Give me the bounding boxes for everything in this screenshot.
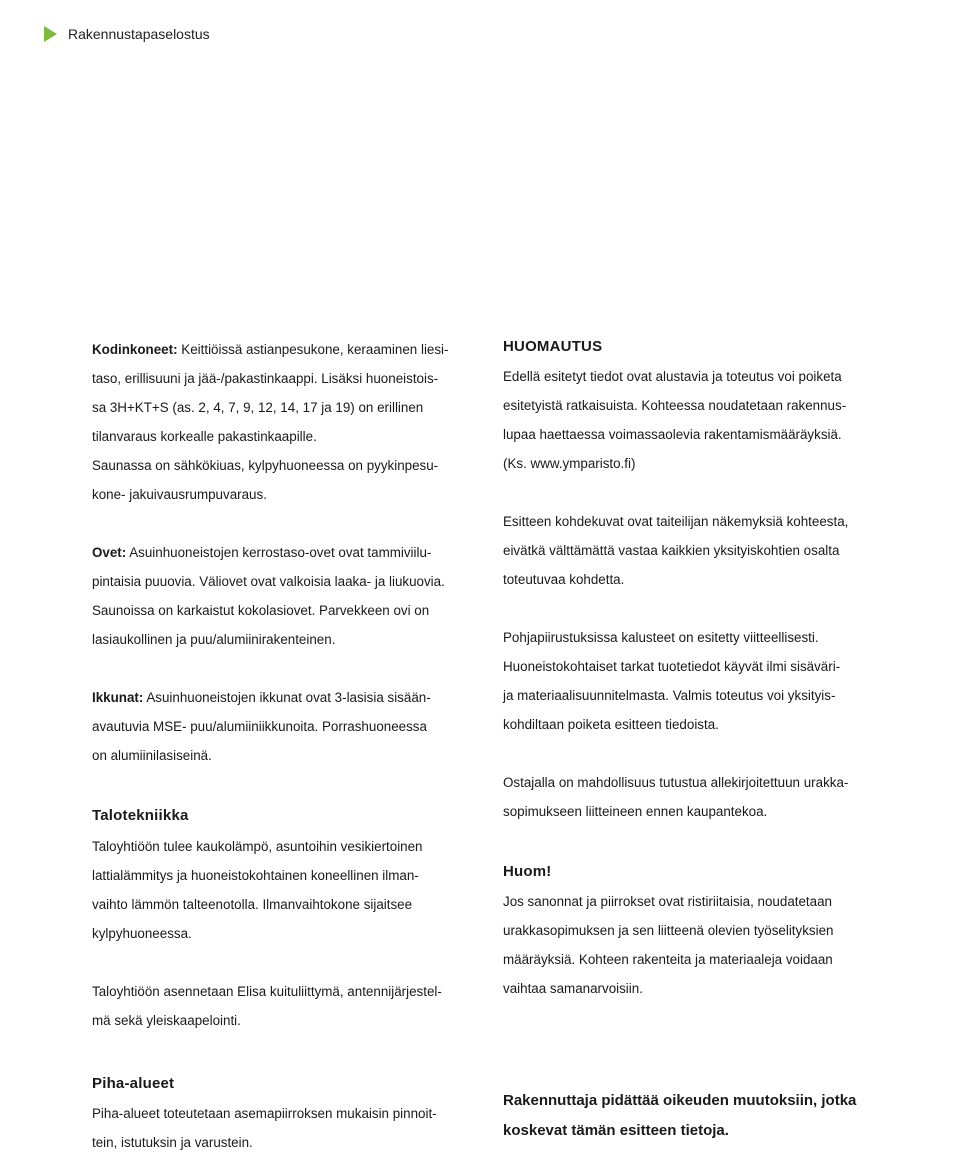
huomautus-heading: HUOMAUTUS: [503, 338, 603, 355]
talotekniikka-paragraph-2: Taloyhtiöön asennetaan Elisa kuituliittymä, antennijärjestel- mä sekä yleiskaapelointi.: [92, 984, 442, 1028]
kodinkoneet-text: Keittiöissä astianpesukone, keraaminen liesi- taso, erillisuuni ja jää-/pakastinkaappi. Lisäksi huoneistois- sa 3H+KT+S (as. 2, 4, 7, 9, 12, 14, 17 ja 19) on erillinen tilanvaraus korkealle pakastinkaapille. Saunassa on sähkökiuas, kylpyhuoneessa on pyykinpesu- kone- jakuivausrumpuvaraus.: [92, 342, 449, 502]
huomautus-paragraph-2: Esitteen kohdekuvat ovat taiteilijan näkemyksiä kohteesta, eivätkä välttämättä vastaa kaikkien yksityiskohtien osalta toteutuvaa kohdetta.: [503, 514, 849, 587]
ovet-paragraph: [92, 538, 472, 654]
ovet-text: Asuinhuoneistojen kerrostaso-ovet ovat tammiviilu- pintaisia puuovia. Väliovet ovat valkoisia laaka- ja liukuovia. Saunoissa on karkaistut kokolasiovet. Parvekkeen ovi on lasiaukollinen ja puu/alumiinirakenteinen.: [92, 545, 445, 647]
ikkunat-text: Asuinhuoneistojen ikkunat ovat 3-lasisia sisään- avautuvia MSE- puu/alumiiniikkunoita. Porrashuoneessa on alumiinilasiseinä.: [92, 690, 431, 763]
talotekniikka-heading: Talotekniikka: [92, 807, 189, 824]
kodinkoneet-label: Kodinkoneet:: [92, 342, 178, 357]
closing-statement: Rakennuttaja pidättää oikeuden muutoksiin, jotka koskevat tämän esitteen tietoja.: [503, 1092, 857, 1139]
page-header: [44, 24, 210, 44]
huomautus-paragraph-4: Ostajalla on mahdollisuus tutustua allekirjoitettuun urakka- sopimukseen liitteineen ennen kaupantekoa.: [503, 775, 849, 819]
ikkunat-paragraph: [92, 683, 472, 770]
kodinkoneet-paragraph: [92, 335, 472, 509]
right-column: [503, 335, 883, 1146]
piha-heading: Piha-alueet: [92, 1075, 175, 1092]
huomautus-paragraph-3: Pohjapiirustuksissa kalusteet on esitetty viitteellisesti. Huoneistokohtaiset tarkat tuotetiedot käyvät ilmi sisäväri- ja materiaalisuunnitelmasta. Valmis toteutus voi yksityis- kohdiltaan poiketa esitteen tiedoista.: [503, 630, 841, 732]
huom-heading: Huom!: [503, 863, 552, 880]
header-title: Rakennustapaselostus: [68, 26, 210, 42]
huom-paragraph: Jos sanonnat ja piirrokset ovat ristiriitaisia, noudatetaan urakkasopimuksen ja sen liitteenä olevien työselityksien määräyksiä. Kohteen rakenteita ja materiaaleja voidaan vaihtaa samanarvoisiin.: [503, 894, 834, 996]
triangle-bullet-icon: [44, 26, 57, 42]
huomautus-paragraph-1: Edellä esitetyt tiedot ovat alustavia ja toteutus voi poiketa esitetyistä ratkaisuista. Kohteessa noudatetaan rakennus- lupaa haettaessa voimassaolevia rakentamismääräyksiä. (Ks. www.ymparisto.fi): [503, 369, 847, 471]
left-column: [92, 335, 472, 1157]
ikkunat-label: Ikkunat:: [92, 690, 144, 705]
talotekniikka-paragraph-1: Taloyhtiöön tulee kaukolämpö, asuntoihin vesikiertoinen lattialämmitys ja huoneistokohtainen koneellinen ilman- vaihto lämmön talteenotolla. Ilmanvaihtokone sijaitsee kylpyhuoneessa.: [92, 839, 423, 941]
ovet-label: Ovet:: [92, 545, 127, 560]
piha-paragraph: Piha-alueet toteutetaan asemapiirroksen mukaisin pinnoit- tein, istutuksin ja varustein.: [92, 1106, 437, 1150]
